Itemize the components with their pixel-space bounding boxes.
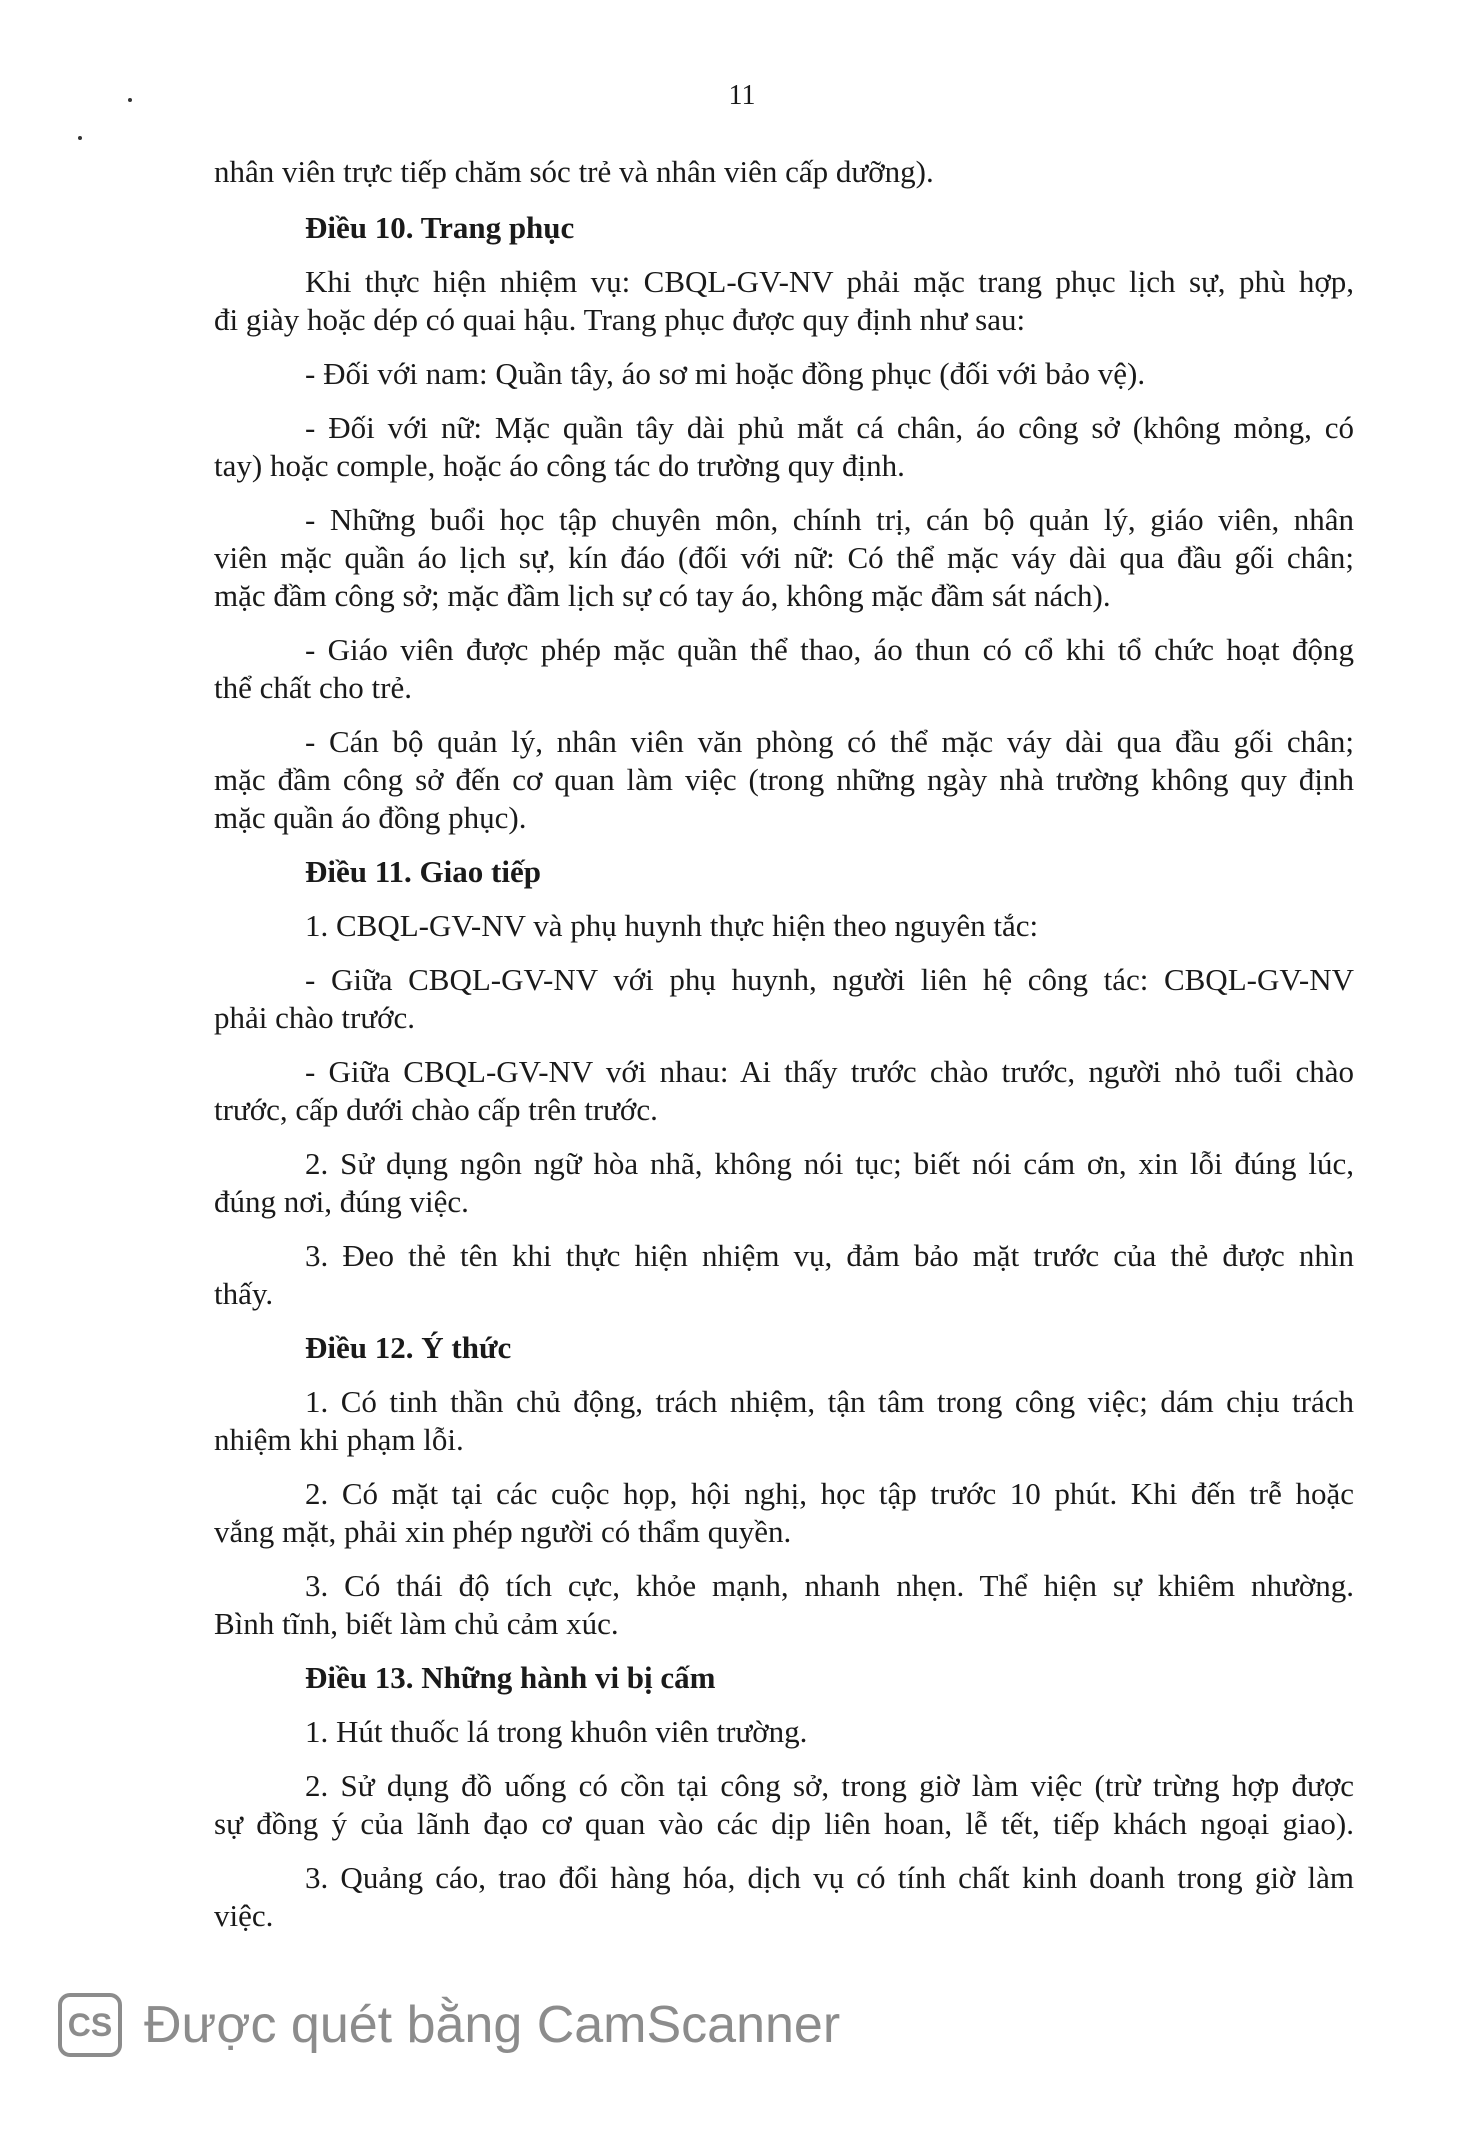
body-line: tay) hoặc comple, hoặc áo công tác do trường quy định. — [214, 448, 905, 483]
body-line: việc. — [214, 1898, 274, 1933]
article-11-heading: Điều 11. Giao tiếp — [305, 854, 541, 889]
body-line: - Những buổi học tập chuyên môn, chính trị, cán bộ quản lý, giáo viên, nhân — [305, 502, 1354, 537]
body-line: - Cán bộ quản lý, nhân viên văn phòng có thể mặc váy dài qua đầu gối chân; — [305, 724, 1354, 759]
body-line: 3. Quảng cáo, trao đổi hàng hóa, dịch vụ có tính chất kinh doanh trong giờ làm — [305, 1860, 1354, 1895]
body-line: mặc đầm công sở đến cơ quan làm việc (trong những ngày nhà trường không quy định — [214, 762, 1354, 797]
body-line: - Giữa CBQL-GV-NV với phụ huynh, người liên hệ công tác: CBQL-GV-NV — [305, 962, 1354, 997]
body-line: - Giáo viên được phép mặc quần thể thao, áo thun có cổ khi tổ chức hoạt động — [305, 632, 1354, 667]
body-line: nhân viên trực tiếp chăm sóc trẻ và nhân viên cấp dưỡng). — [214, 154, 934, 189]
article-13-heading: Điều 13. Những hành vi bị cấm — [305, 1660, 716, 1695]
body-line: - Giữa CBQL-GV-NV với nhau: Ai thấy trước chào trước, người nhỏ tuổi chào — [305, 1054, 1354, 1089]
body-line: 3. Đeo thẻ tên khi thực hiện nhiệm vụ, đảm bảo mặt trước của thẻ được nhìn — [305, 1238, 1354, 1273]
body-line: thể chất cho trẻ. — [214, 670, 412, 705]
body-line: Khi thực hiện nhiệm vụ: CBQL-GV-NV phải mặc trang phục lịch sự, phù hợp, — [305, 264, 1354, 299]
body-line: 2. Có mặt tại các cuộc họp, hội nghị, học tập trước 10 phút. Khi đến trễ hoặc — [305, 1476, 1354, 1511]
body-line: đi giày hoặc dép có quai hậu. Trang phục được quy định như sau: — [214, 302, 1026, 337]
body-line: đúng nơi, đúng việc. — [214, 1184, 469, 1219]
body-line: 1. CBQL-GV-NV và phụ huynh thực hiện theo nguyên tắc: — [305, 908, 1039, 943]
body-line: mặc quần áo đồng phục). — [214, 800, 527, 835]
scan-speck — [78, 136, 82, 140]
article-10-heading: Điều 10. Trang phục — [305, 210, 575, 245]
camscanner-logo-icon: CS — [58, 1993, 122, 2057]
body-line: 2. Sử dụng ngôn ngữ hòa nhã, không nói tục; biết nói cám ơn, xin lỗi đúng lúc, — [305, 1146, 1354, 1181]
body-line: - Đối với nam: Quần tây, áo sơ mi hoặc đồng phục (đối với bảo vệ). — [305, 356, 1146, 391]
body-line: thấy. — [214, 1276, 274, 1311]
body-line: 3. Có thái độ tích cực, khỏe mạnh, nhanh nhẹn. Thể hiện sự khiêm nhường. — [305, 1568, 1354, 1603]
body-line: 2. Sử dụng đồ uống có cồn tại công sở, trong giờ làm việc (trừ trừng hợp được — [305, 1768, 1354, 1803]
article-12-heading: Điều 12. Ý thức — [305, 1330, 512, 1365]
body-line: phải chào trước. — [214, 1000, 416, 1035]
body-line: trước, cấp dưới chào cấp trên trước. — [214, 1092, 658, 1127]
body-line: 1. Hút thuốc lá trong khuôn viên trường. — [305, 1714, 808, 1749]
body-line: viên mặc quần áo lịch sự, kín đáo (đối với nữ: Có thể mặc váy dài qua đầu gối chân; — [214, 540, 1354, 575]
body-line: - Đối với nữ: Mặc quần tây dài phủ mắt cá chân, áo công sở (không mỏng, có — [305, 410, 1354, 445]
body-line: vắng mặt, phải xin phép người có thẩm quyền. — [214, 1514, 792, 1549]
body-line: sự đồng ý của lãnh đạo cơ quan vào các dịp liên hoan, lễ tết, tiếp khách ngoại giao). — [214, 1806, 1354, 1841]
camscanner-watermark — [58, 1990, 840, 2060]
page-number: 11 — [728, 80, 756, 111]
watermark-text: Được quét bằng CamScanner — [144, 1996, 841, 2054]
body-line: nhiệm khi phạm lỗi. — [214, 1422, 464, 1457]
body-line: Bình tĩnh, biết làm chủ cảm xúc. — [214, 1606, 619, 1641]
body-line: mặc đầm công sở; mặc đầm lịch sự có tay áo, không mặc đầm sát nách). — [214, 578, 1111, 613]
body-line: 1. Có tinh thần chủ động, trách nhiệm, tận tâm trong công việc; dám chịu trách — [305, 1384, 1354, 1419]
